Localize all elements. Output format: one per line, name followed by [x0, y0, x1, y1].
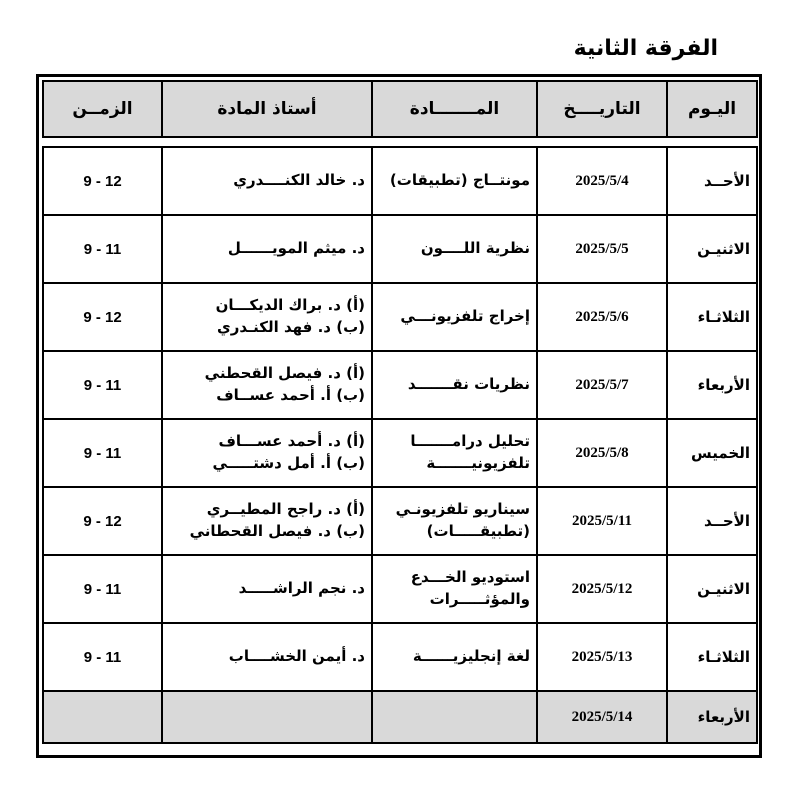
- subject-cell: [372, 351, 537, 419]
- time-cell: 9 - 11: [43, 215, 162, 283]
- subject-line: والمؤثـــــرات: [429, 590, 530, 608]
- day-cell: الأربعاء: [667, 691, 757, 743]
- table-row: [43, 283, 757, 351]
- exam-schedule-table: [42, 80, 758, 744]
- table-row: [43, 691, 757, 743]
- time-cell: 9 - 11: [43, 351, 162, 419]
- professor-cell: [162, 351, 372, 419]
- professor-line: د. أيمن الخشــــاب: [228, 647, 365, 666]
- subject-line: إخراج تلفزيونـــي: [400, 307, 530, 326]
- subject-line: مونتــاج (تطبيقات): [389, 171, 530, 190]
- time-cell: 9 - 11: [43, 623, 162, 691]
- professor-cell: [162, 147, 372, 215]
- professor-line: (أ) د. فيصل القحطني: [204, 364, 365, 383]
- professor-line: د. نجم الراشـــــد: [238, 579, 365, 598]
- day-cell: الاثنيـن: [667, 215, 757, 283]
- date-cell: 2025/5/7: [537, 351, 667, 419]
- header-row: [43, 81, 757, 137]
- table-row: [43, 215, 757, 283]
- professor-line: د. ميثم المويــــــل: [227, 239, 365, 258]
- header-day: اليـوم: [667, 81, 757, 137]
- header-subject: المـــــــادة: [372, 81, 537, 137]
- date-cell: 2025/5/6: [537, 283, 667, 351]
- table-row: [43, 555, 757, 623]
- subject-line: تحليل درامـــــــا: [410, 432, 530, 451]
- table-row: [43, 351, 757, 419]
- subject-cell: [372, 691, 537, 743]
- subject-cell: [372, 419, 537, 487]
- day-cell: الأحــد: [667, 487, 757, 555]
- day-cell: الأربعاء: [667, 351, 757, 419]
- professor-cell: [162, 215, 372, 283]
- date-cell: 2025/5/12: [537, 555, 667, 623]
- header-time: الزمــن: [43, 81, 162, 137]
- gap-cell: [43, 137, 757, 147]
- subject-line: سيناريو تلفزيونـي: [395, 500, 530, 519]
- day-cell: الأحــد: [667, 147, 757, 215]
- time-cell: [43, 691, 162, 743]
- time-cell: 9 - 12: [43, 147, 162, 215]
- date-cell: 2025/5/8: [537, 419, 667, 487]
- subject-cell: [372, 487, 537, 555]
- professor-cell: [162, 623, 372, 691]
- subject-cell: [372, 215, 537, 283]
- professor-cell: [162, 691, 372, 743]
- header-date: التاريــــخ: [537, 81, 667, 137]
- professor-line: (ب) د. فهد الكنـدري: [216, 318, 365, 336]
- date-cell: 2025/5/13: [537, 623, 667, 691]
- time-cell: 9 - 12: [43, 283, 162, 351]
- table-row: [43, 419, 757, 487]
- table-row: [43, 623, 757, 691]
- table-row: [43, 147, 757, 215]
- header-professor: أستاذ المادة: [162, 81, 372, 137]
- date-cell: 2025/5/4: [537, 147, 667, 215]
- professor-line: (أ) د. براك الديكـــان: [215, 296, 365, 315]
- subject-line: (تطبيقـــــات): [426, 522, 530, 540]
- date-cell: 2025/5/14: [537, 691, 667, 743]
- professor-line: د. خالد الكنــــدري: [233, 171, 365, 190]
- professor-cell: [162, 419, 372, 487]
- day-cell: الثلاثـاء: [667, 283, 757, 351]
- date-cell: 2025/5/5: [537, 215, 667, 283]
- time-cell: 9 - 12: [43, 487, 162, 555]
- subject-cell: [372, 623, 537, 691]
- subject-line: تلفزيونيـــــــة: [426, 454, 530, 472]
- day-cell: الثلاثـاء: [667, 623, 757, 691]
- subject-line: استوديو الخـــدع: [410, 568, 530, 587]
- schedule-body: [43, 147, 757, 743]
- professor-cell: [162, 555, 372, 623]
- date-cell: 2025/5/11: [537, 487, 667, 555]
- header-gap: [43, 137, 757, 147]
- professor-cell: [162, 487, 372, 555]
- day-cell: الاثنيـن: [667, 555, 757, 623]
- professor-line: (ب) أ. أحمد عســاف: [216, 386, 365, 404]
- page-title: الفرقة الثانية: [573, 36, 718, 61]
- time-cell: 9 - 11: [43, 419, 162, 487]
- subject-cell: [372, 555, 537, 623]
- subject-line: نظرية اللــــون: [420, 239, 530, 258]
- professor-line: (ب) د. فيصل القحطاني: [189, 522, 365, 540]
- subject-cell: [372, 283, 537, 351]
- professor-line: (أ) د. راجح المطيــري: [206, 500, 365, 519]
- time-cell: 9 - 11: [43, 555, 162, 623]
- subject-line: لغة إنجليزيــــــة: [412, 647, 530, 666]
- day-cell: الخميس: [667, 419, 757, 487]
- table-row: [43, 487, 757, 555]
- professor-line: (أ) د. أحمد عســـاف: [218, 432, 365, 451]
- professor-cell: [162, 283, 372, 351]
- professor-line: (ب) أ. أمل دشتـــــي: [212, 454, 365, 472]
- subject-line: نظريات نقـــــــد: [407, 375, 530, 394]
- subject-cell: [372, 147, 537, 215]
